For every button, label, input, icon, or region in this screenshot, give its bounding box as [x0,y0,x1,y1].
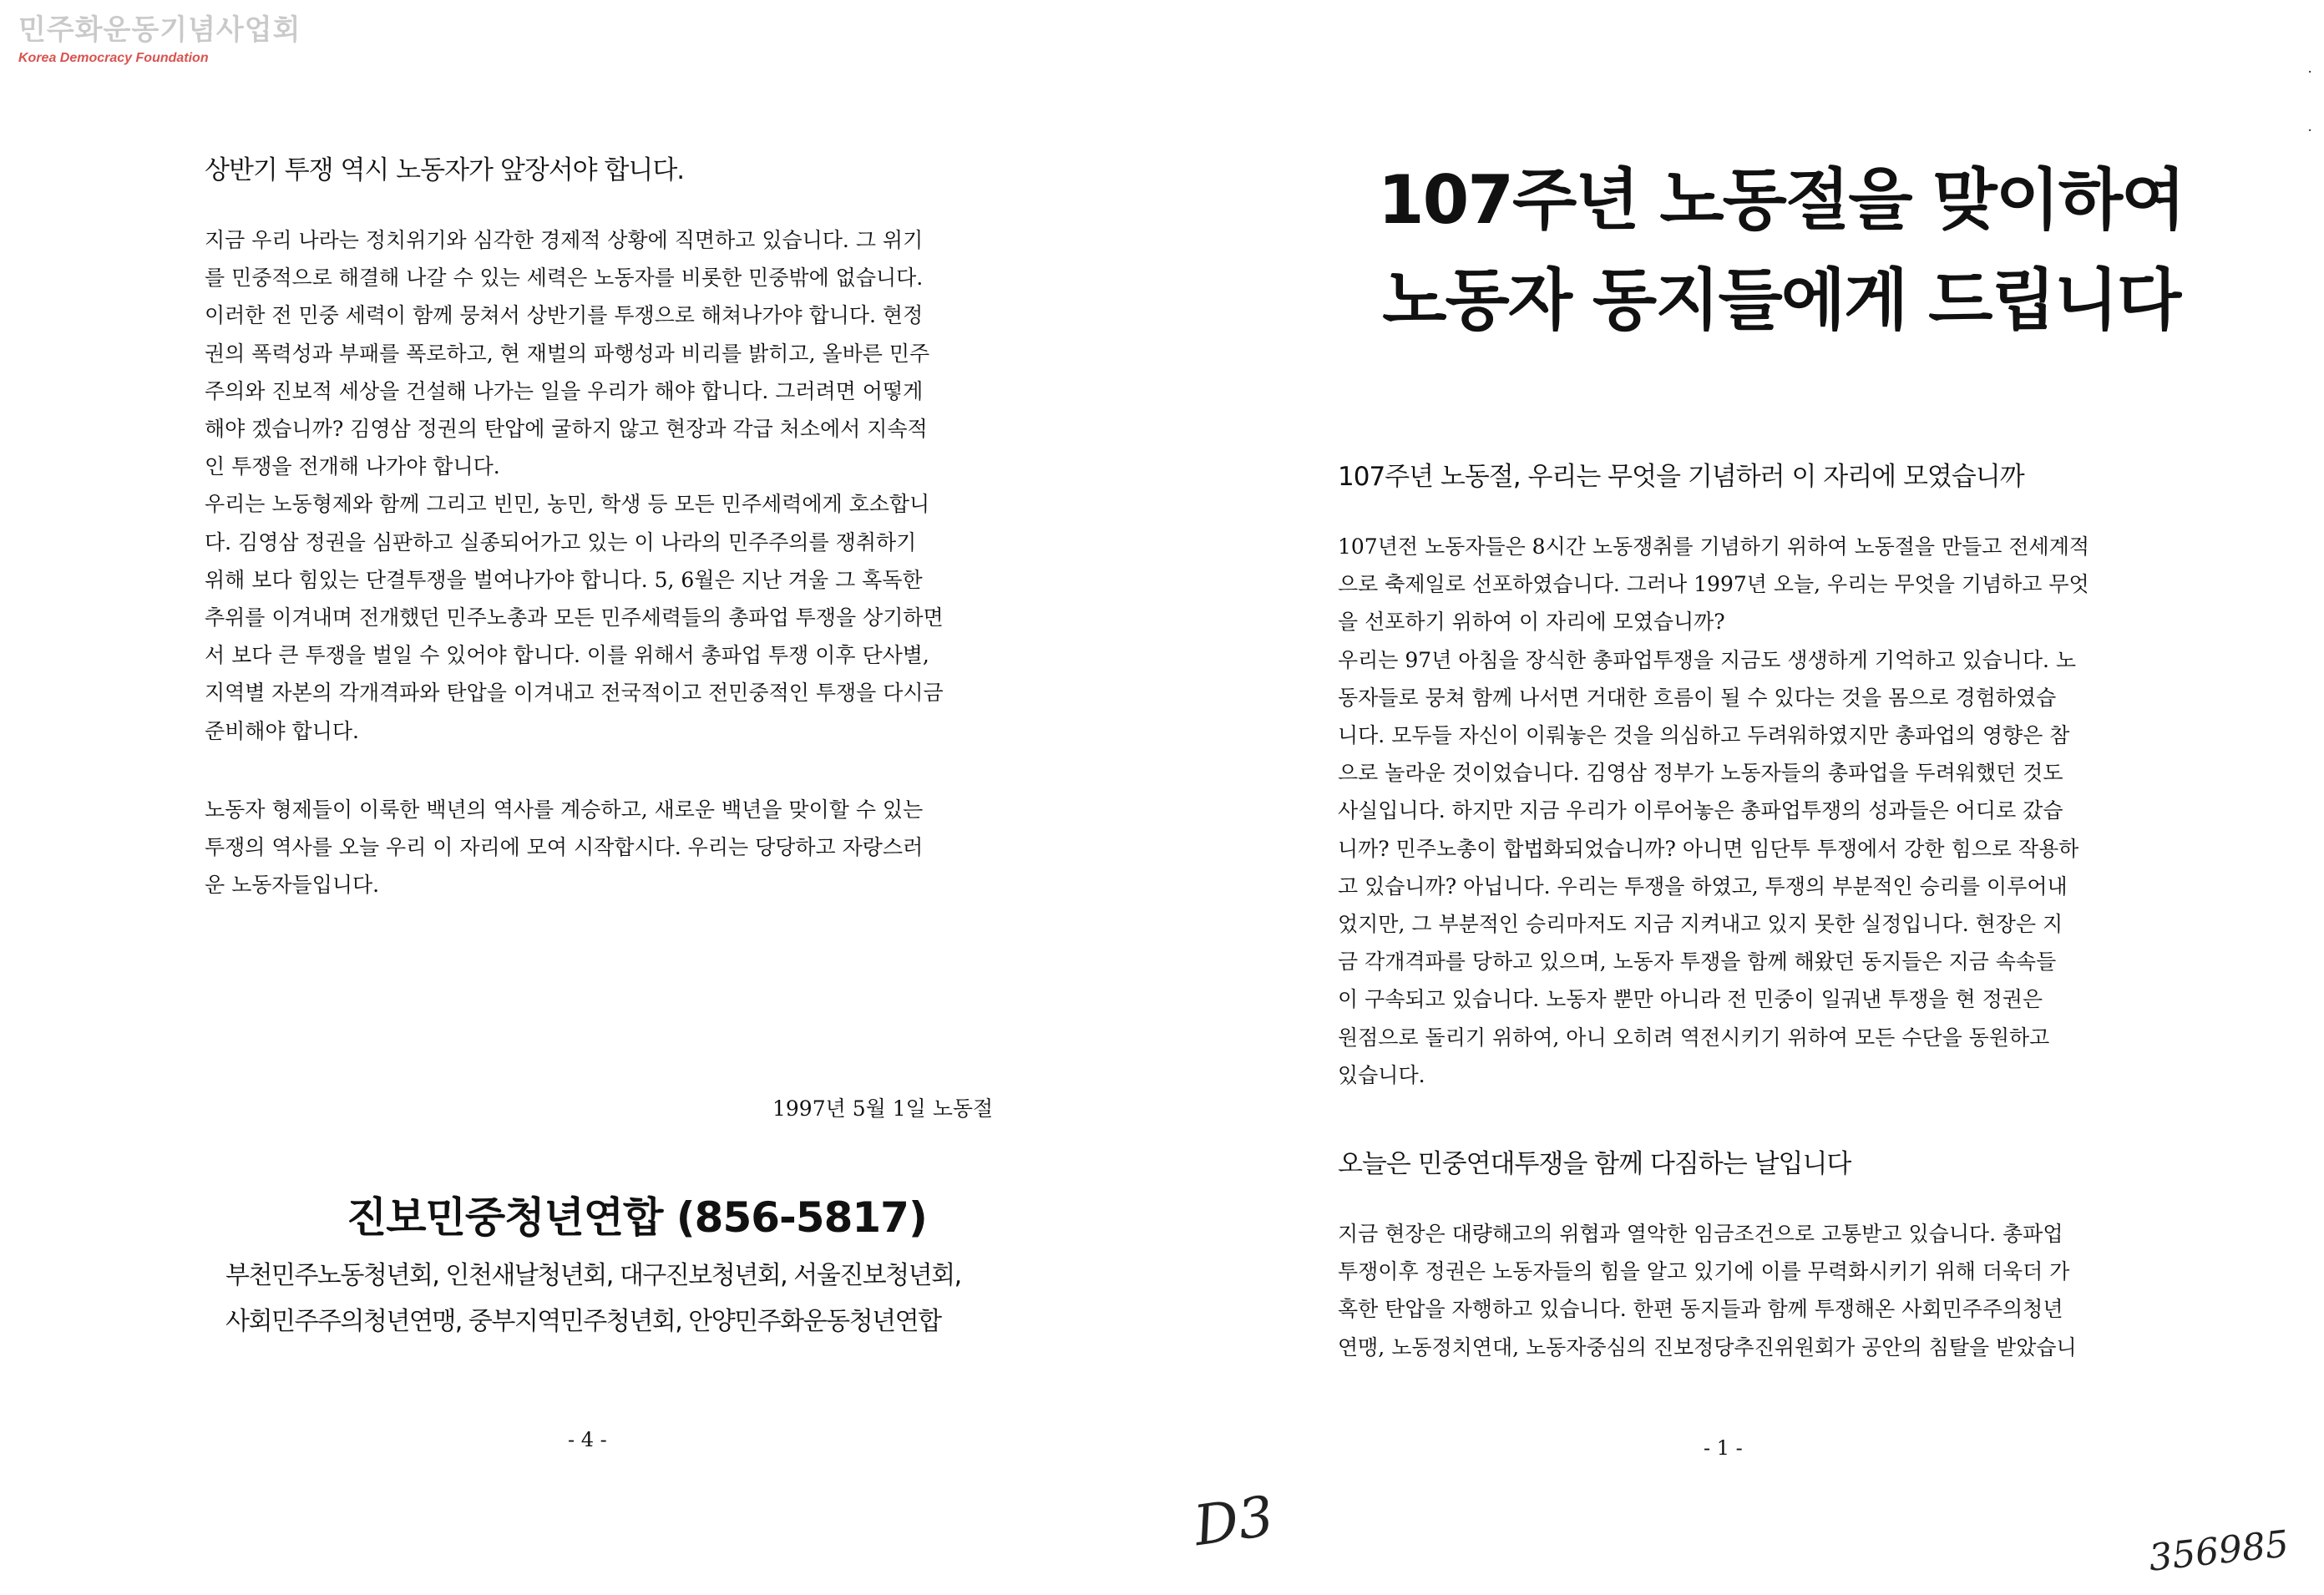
text-line: 투쟁의 역사를 오늘 우리 이 자리에 모여 시작합시다. 우리는 당당하고 자랑스러 [205,835,924,860]
left-body-paragraph-1 [205,221,944,750]
text-line: 우리는 노동형제와 함께 그리고 빈민, 농민, 학생 등 모든 민주세력에게 호소합니 [205,492,930,517]
text-line: 해야 겠습니까? 김영삼 정권의 탄압에 굴하지 않고 현장과 각급 처소에서 지속적 [205,417,928,442]
left-heading: 상반기 투쟁 역시 노동자가 앞장서야 합니다. [205,155,685,185]
member-line: 사회민주주의청년연맹, 중부지역민주청년회, 안양민주화운동청년연합 [225,1307,941,1336]
text-line: 주의와 진보적 세상을 건설해 나가는 일을 우리가 해야 합니다. 그러려면 어떻게 [205,378,924,403]
text-line: 이러한 전 민중 세력이 함께 뭉쳐서 상반기를 투쟁으로 해쳐나가야 합니다. 현정 [205,303,924,328]
right-heading-2: 오늘은 민중연대투쟁을 함께 다짐하는 날입니다 [1338,1149,1851,1179]
right-body-paragraph-2 [1338,1215,2077,1366]
text-line: 있습니다. [1338,1062,1425,1087]
text-line: 으로 축제일로 선포하였습니다. 그러나 1997년 오늘, 우리는 무엇을 기념하고 무엇 [1338,572,2089,597]
text-line: 동자들로 뭉쳐 함께 나서면 거대한 흐름이 될 수 있다는 것을 몸으로 경험하였습 [1338,685,2057,710]
text-line: 이 구속되고 있습니다. 노동자 뿐만 아니라 전 민중이 일궈낸 투쟁을 현 정권은 [1338,987,2043,1012]
member-line: 부천민주노동청년회, 인천새날청년회, 대구진보청년회, 서울진보청년회, [225,1261,961,1290]
text-line: 우리는 97년 아침을 장식한 총파업투쟁을 지금도 생생하게 기억하고 있습니다. 노 [1338,647,2077,672]
right-heading-1: 107주년 노동절, 우리는 무엇을 기념하러 이 자리에 모였습니까 [1338,462,2024,492]
text-line: 사실입니다. 하지만 지금 우리가 이루어놓은 총파업투쟁의 성과들은 어디로 갔습 [1338,798,2063,823]
text-line: 었지만, 그 부분적인 승리마저도 지금 지켜내고 있지 못한 실정입니다. 현장은 지 [1338,912,2063,937]
text-line: 추위를 이겨내며 전개했던 민주노총과 모든 민주세력들의 총파업 투쟁을 상기하면 [205,605,944,630]
watermark-korean: 민주화운동기념사업회 [18,13,301,47]
organization-name: 진보민중청년연합 (856-5817) [347,1193,927,1242]
text-line: 지금 우리 나라는 정치위기와 심각한 경제적 상황에 직면하고 있습니다. 그 위기 [205,228,924,252]
text-line: 고 있습니까? 아닙니다. 우리는 투쟁을 하였고, 투쟁의 부분적인 승리를 이루어내 [1338,873,2068,899]
page-number-left: - 4 - [568,1428,607,1451]
text-line: 다. 김영삼 정권을 심판하고 실종되어가고 있는 이 나라의 민주주의를 쟁취하기 [205,529,917,554]
title-line-1: 107주년 노동절을 맞이하여 [1378,161,2185,239]
watermark-english: Korea Democracy Foundation [18,51,209,65]
right-body-paragraph-1 [1338,528,2089,1094]
handwritten-mark-text: D3 [1190,1483,1278,1559]
document-title [1378,150,2185,351]
handwritten-mark [1190,1484,1278,1558]
text-line: 107년전 노동자들은 8시간 노동쟁취를 기념하기 위하여 노동절을 만들고 전세계적 [1338,534,2089,559]
text-line: 위해 보다 힘있는 단결투쟁을 벌여나가야 합니다. 5, 6월은 지난 겨울 그 혹독한 [205,567,923,592]
left-body-paragraph-2 [205,791,923,904]
text-line: 노동자 형제들이 이룩한 백년의 역사를 계승하고, 새로운 백년을 맞이할 수 있는 [205,798,924,822]
text-line: 니다. 모두들 자신이 이뤄놓은 것을 의심하고 두려워하였지만 총파업의 영향은 참 [1338,723,2070,748]
text-line: 준비해야 합니다. [205,718,359,743]
text-line: 서 보다 큰 투쟁을 벌일 수 있어야 합니다. 이를 위해서 총파업 투쟁 이후 단사별, [205,643,929,668]
text-line: 연맹, 노동정치연대, 노동자중심의 진보정당추진위원회가 공안의 침탈을 받았습니 [1338,1334,2077,1360]
text-line: 을 선포하기 위하여 이 자리에 모였습니까? [1338,610,1725,635]
text-line: 원점으로 돌리기 위하여, 아니 오히려 역전시키기 위하여 모든 수단을 동원하고 [1338,1025,2050,1050]
edge-marks: · · [2307,63,2312,139]
member-organizations [225,1253,961,1344]
text-line: 금 각개격파를 당하고 있으며, 노동자 투쟁을 함께 해왔던 동지들은 지금 속속들 [1338,949,2057,975]
text-line: 으로 놀라운 것이었습니다. 김영삼 정부가 노동자들의 총파업을 두려워했던 것도 [1338,761,2063,786]
left-page [0,0,1152,1595]
declaration-date: 1997년 5월 1일 노동절 [772,1096,994,1121]
text-line: 지역별 자본의 각개격파와 탄압을 이겨내고 전국적이고 전민중적인 투쟁을 다시금 [205,681,944,706]
text-line: 니까? 민주노총이 합법화되었습니까? 아니면 임단투 투쟁에서 강한 힘으로 작용하 [1338,836,2079,861]
text-line: 투쟁이후 정권은 노동자들의 힘을 알고 있기에 이를 무력화시키기 위해 더욱더 가 [1338,1259,2070,1284]
text-line: 를 민중적으로 해결해 나갈 수 있는 세력은 노동자를 비롯한 민중밖에 없습니다. [205,266,924,291]
title-line-2: 노동자 동지들에게 드립니다 [1382,261,2180,339]
text-line: 지금 현장은 대량해고의 위협과 열악한 임금조건으로 고통받고 있습니다. 총파업 [1338,1222,2063,1246]
page-number-right: - 1 - [1704,1436,1743,1460]
text-line: 운 노동자들입니다. [205,873,380,898]
text-line: 권의 폭력성과 부패를 폭로하고, 현 재벌의 파행성과 비리를 밝히고, 올바른 민주 [205,341,930,366]
text-line: 인 투쟁을 전개해 나가야 합니다. [205,454,500,479]
right-page [1152,0,2324,1595]
handwritten-number: 356985 [2146,1522,2291,1580]
text-line: 혹한 탄압을 자행하고 있습니다. 한편 동지들과 함께 투쟁해온 사회민주주의청년 [1338,1297,2063,1322]
